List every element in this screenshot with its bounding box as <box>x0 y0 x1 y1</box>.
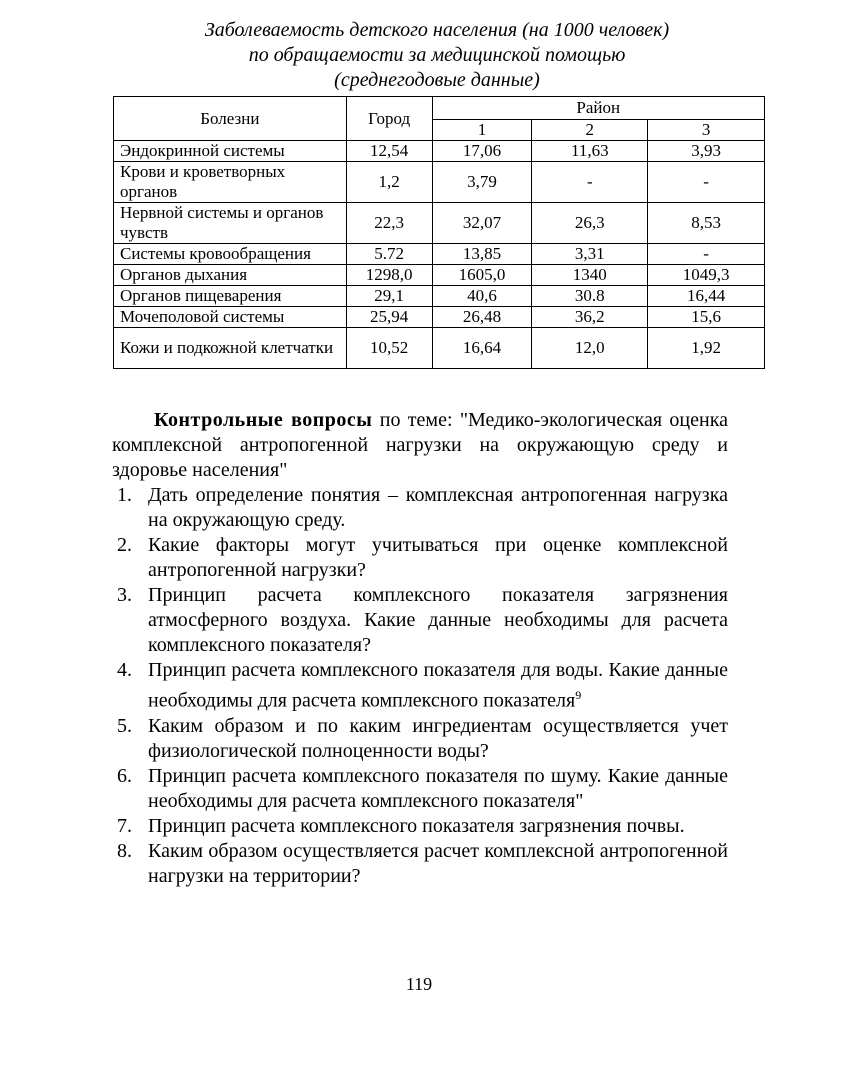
cell-district-1: 32,07 <box>432 203 532 244</box>
questions-heading: Контрольные вопросы <box>154 409 373 431</box>
cell-city: 25,94 <box>346 307 432 328</box>
cell-disease: Кожи и подкожной клетчатки <box>114 328 347 369</box>
cell-district-1: 1605,0 <box>432 265 532 286</box>
question-item <box>112 483 728 533</box>
question-list <box>112 483 728 889</box>
question-text: Принцип расчета комплексного показателя загрязнения атмосферного воздуха. Какие данные необходимы для расчета комплексного показателя? <box>148 584 728 656</box>
question-item <box>112 583 728 658</box>
table-row <box>114 307 765 328</box>
cell-district-1: 26,48 <box>432 307 532 328</box>
question-item <box>112 658 728 714</box>
cell-district-2: 26,3 <box>532 203 648 244</box>
title-line-3: (среднегодовые данные) <box>334 69 540 91</box>
cell-district-1: 16,64 <box>432 328 532 369</box>
cell-district-3: - <box>648 162 765 203</box>
table-row <box>114 141 765 162</box>
cell-district-3: - <box>648 244 765 265</box>
cell-district-3: 3,93 <box>648 141 765 162</box>
header-city: Город <box>346 97 432 141</box>
header-district-1: 1 <box>432 120 532 141</box>
table-row <box>114 328 765 369</box>
cell-district-3: 1049,3 <box>648 265 765 286</box>
cell-district-2: 11,63 <box>532 141 648 162</box>
question-text: Каким образом и по каким ингредиентам осуществляется учет физиологической полноценности воды? <box>148 714 728 762</box>
question-number: 6. <box>117 764 132 787</box>
cell-district-1: 40,6 <box>432 286 532 307</box>
cell-disease: Крови и кроветворных органов <box>114 162 347 203</box>
cell-disease: Органов пищеварения <box>114 286 347 307</box>
cell-district-2: 36,2 <box>532 307 648 328</box>
table-row <box>114 286 765 307</box>
table-title <box>112 18 762 93</box>
questions-intro <box>112 408 728 483</box>
question-item <box>112 814 728 839</box>
cell-district-1: 13,85 <box>432 244 532 265</box>
cell-district-2: 3,31 <box>532 244 648 265</box>
header-disease: Болезни <box>114 97 347 141</box>
control-questions <box>112 408 728 889</box>
header-district-3: 3 <box>648 120 765 141</box>
cell-disease: Нервной системы и органов чувств <box>114 203 347 244</box>
cell-district-3: 8,53 <box>648 203 765 244</box>
cell-district-2: 12,0 <box>532 328 648 369</box>
table-row <box>114 162 765 203</box>
questions-topic: по теме: "Медико-экологическая оценка комплексной антропогенной нагрузки на окружающую среду и здоровье населения" <box>112 409 729 481</box>
table-row <box>114 203 765 244</box>
question-text: Принцип расчета комплексного показателя загрязнения почвы. <box>148 814 685 837</box>
cell-city: 10,52 <box>346 328 432 369</box>
cell-district-2: 1340 <box>532 265 648 286</box>
question-item <box>112 533 728 583</box>
footnote-marker: 9 <box>575 688 582 702</box>
page-number: 119 <box>405 974 433 994</box>
title-line-2: по обращаемости за медицинской помощью <box>248 44 626 66</box>
cell-district-1: 17,06 <box>432 141 532 162</box>
cell-district-2: - <box>532 162 648 203</box>
header-district: Район <box>432 97 764 120</box>
question-number: 2. <box>117 534 132 556</box>
question-text <box>148 658 728 714</box>
cell-district-3: 15,6 <box>648 307 765 328</box>
question-item <box>112 714 728 764</box>
table-row <box>114 265 765 286</box>
cell-city: 1298,0 <box>346 265 432 286</box>
question-text: Дать определение понятия – комплексная антропогенная нагрузка на окружающую среду. <box>148 484 728 531</box>
header-district-2: 2 <box>532 120 648 141</box>
cell-district-3: 16,44 <box>648 286 765 307</box>
question-text: Принцип расчета комплексного показателя по шуму. Какие данные необходимы для расчета комплексного показателя" <box>148 764 728 812</box>
cell-disease: Системы кровообращения <box>114 244 347 265</box>
cell-city: 12,54 <box>346 141 432 162</box>
question-text: Какие факторы могут учитываться при оценке комплексной антропогенной нагрузки? <box>148 534 728 581</box>
cell-city: 5.72 <box>346 244 432 265</box>
question-number: 4. <box>117 659 132 681</box>
question-item <box>112 839 728 889</box>
question-item <box>112 764 728 814</box>
cell-city: 22,3 <box>346 203 432 244</box>
question-number: 5. <box>117 714 132 737</box>
cell-city: 29,1 <box>346 286 432 307</box>
cell-district-3: 1,92 <box>648 328 765 369</box>
question-number: 1. <box>117 484 132 506</box>
question-number: 3. <box>117 584 132 606</box>
morbidity-table <box>113 96 765 369</box>
cell-district-1: 3,79 <box>432 162 532 203</box>
cell-disease: Мочеполовой системы <box>114 307 347 328</box>
question-text-body: Принцип расчета комплексного показателя для воды. Какие данные необходимы для расчета комплексного показателя <box>148 659 728 712</box>
question-text: Каким образом осуществляется расчет комплексной антропогенной нагрузки на территории? <box>148 839 728 887</box>
cell-disease: Органов дыхания <box>114 265 347 286</box>
cell-district-2: 30.8 <box>532 286 648 307</box>
question-number: 7. <box>117 814 132 837</box>
cell-disease: Эндокринной системы <box>114 141 347 162</box>
cell-city: 1,2 <box>346 162 432 203</box>
question-number: 8. <box>117 839 132 862</box>
title-line-1: Заболеваемость детского населения (на 1000 человек) <box>204 19 670 41</box>
table-row <box>114 244 765 265</box>
